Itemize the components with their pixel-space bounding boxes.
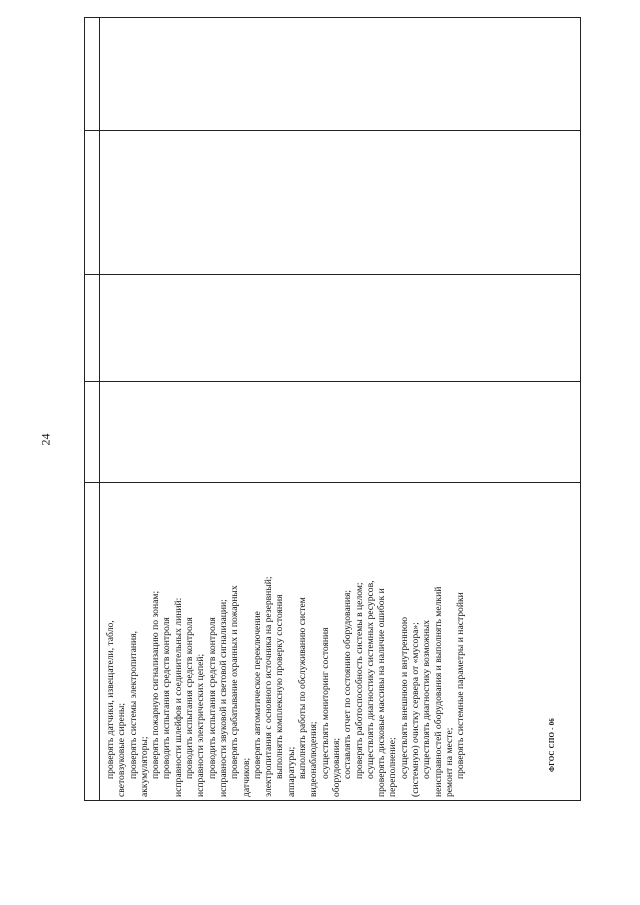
content-line: проверять системы электропитания, [127, 631, 139, 779]
table-column-divider [99, 18, 100, 800]
footer-code: ФГОС СПО - 06 [548, 717, 556, 772]
content-line: проводить испытания средств контроля [161, 617, 173, 779]
content-line: проводить испытания средств контроля [206, 617, 218, 779]
table-row-divider [85, 130, 580, 131]
content-line: аккумуляторы; [138, 736, 150, 797]
content-line: световзуковые сирены; [116, 702, 128, 797]
table-row-divider [85, 274, 580, 275]
content-line: осуществлять мониторинг состояния [319, 627, 331, 779]
content-line: исправности звуковой и световой сигнализации; [217, 599, 229, 797]
content-line: датчиков; [240, 757, 252, 797]
content-line: осуществлять диагностику возможных [421, 619, 433, 779]
content-text-block [105, 479, 467, 797]
page-number: 24 [38, 433, 53, 446]
content-line: проводить испытания средств контроля [184, 617, 196, 779]
content-line: проверять дисковые массивы на наличие ошибок и [376, 588, 388, 797]
content-line: аппаратуры; [285, 746, 297, 797]
content-line: выполнять работы по обслуживанию систем [297, 597, 309, 779]
content-line: электропитания с основного источника на резервный; [263, 576, 275, 797]
content-line: переполнение; [387, 737, 399, 797]
content-line: проверять работоспособность системы в целом; [353, 582, 365, 779]
content-line: проверять датчики, извещатели, табло, [105, 620, 116, 779]
content-line: проверять автоматическое переключение [251, 611, 263, 779]
content-line: оборудования; [330, 737, 342, 797]
content-line: выполнять комплексную проверку состояния [274, 594, 286, 779]
content-line: ремонт на месте; [443, 727, 455, 797]
content-line: исправности электрических цепей; [195, 653, 207, 797]
table-row-divider [85, 381, 580, 382]
content-line: видеонаблюдения; [308, 721, 320, 797]
content-line: составлять отчет по состоянию оборудования; [342, 589, 354, 779]
content-line: (системную) очистку сервера от «мусора»; [410, 622, 422, 797]
content-line: неисправностей оборудования и выполнять мелкий [432, 586, 444, 797]
content-line: проверять системные параметры и настройки [455, 592, 467, 779]
content-line: осуществлять диагностику системных ресурсов, [364, 580, 376, 779]
content-line: осуществлять внешнюю и внутреннюю [398, 616, 410, 779]
content-line: исправности шлейфов и соединительных линий: [172, 597, 184, 797]
content-line: проверять пожарную сигнализацию по зонам; [150, 590, 162, 779]
content-line: проверять срабатывание охранных и пожарных [229, 585, 241, 779]
